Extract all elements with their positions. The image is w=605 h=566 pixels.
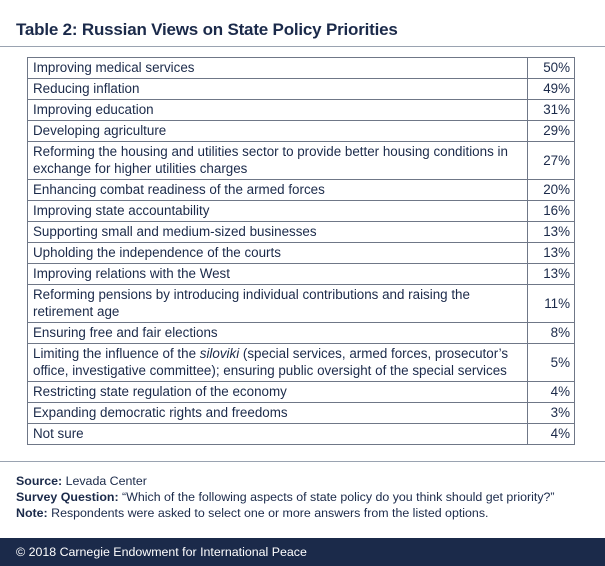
row-item-text: Limiting the influence of the [33, 346, 200, 361]
row-percent: 16% [528, 201, 575, 222]
source-line [16, 473, 555, 489]
row-item: Improving education [28, 100, 528, 121]
table-row [28, 100, 575, 121]
row-item: Improving relations with the West [28, 264, 528, 285]
row-percent: 50% [528, 58, 575, 79]
note-text: Respondents were asked to select one or more answers from the listed options. [47, 506, 489, 520]
question-label: Survey Question: [16, 490, 119, 504]
row-percent: 31% [528, 100, 575, 121]
footer-bar [0, 538, 605, 566]
row-percent: 20% [528, 180, 575, 201]
row-item: Ensuring free and fair elections [28, 323, 528, 344]
row-percent: 13% [528, 243, 575, 264]
table-row [28, 264, 575, 285]
table-row [28, 424, 575, 445]
row-item: Developing agriculture [28, 121, 528, 142]
table-row [28, 58, 575, 79]
row-item: Expanding democratic rights and freedoms [28, 403, 528, 424]
row-percent: 4% [528, 382, 575, 403]
row-percent: 11% [528, 285, 575, 323]
notes-section [16, 473, 555, 521]
row-item: Supporting small and medium-sized businesses [28, 222, 528, 243]
row-item: Improving medical services [28, 58, 528, 79]
table-row [28, 323, 575, 344]
question-text: “Which of the following aspects of state policy do you think should get priority?” [118, 490, 555, 504]
row-item: Enhancing combat readiness of the armed forces [28, 180, 528, 201]
table-row [28, 222, 575, 243]
row-item: Reforming the housing and utilities sector to provide better housing conditions in exchange for higher utilities charges [28, 142, 528, 180]
source-label: Source: [16, 474, 63, 488]
row-item: Reducing inflation [28, 79, 528, 100]
row-percent: 49% [528, 79, 575, 100]
note-line [16, 505, 555, 521]
table-row [28, 180, 575, 201]
table-row [28, 243, 575, 264]
notes-divider [0, 461, 605, 462]
row-item-emphasis: siloviki [199, 346, 240, 361]
row-percent: 29% [528, 121, 575, 142]
row-percent: 3% [528, 403, 575, 424]
row-percent: 5% [528, 344, 575, 382]
table-row [28, 142, 575, 180]
question-line [16, 489, 555, 505]
row-item: Not sure [28, 424, 528, 445]
row-percent: 8% [528, 323, 575, 344]
priorities-table [27, 57, 575, 445]
row-item [28, 344, 528, 382]
row-item: Improving state accountability [28, 201, 528, 222]
title-divider [0, 46, 605, 47]
row-item-text: (special services, armed forces, prosecutor’s office, investigative committee); ensuring public oversight of the special services [33, 346, 509, 378]
row-item: Restricting state regulation of the economy [28, 382, 528, 403]
table-row [28, 79, 575, 100]
row-percent: 27% [528, 142, 575, 180]
table-title: Table 2: Russian Views on State Policy Priorities [16, 20, 398, 39]
table-row [28, 285, 575, 323]
table-row [28, 382, 575, 403]
row-percent: 13% [528, 264, 575, 285]
row-percent: 4% [528, 424, 575, 445]
table-row [28, 403, 575, 424]
table-row [28, 121, 575, 142]
table-row [28, 201, 575, 222]
note-label: Note: [16, 506, 48, 520]
copyright-text: © 2018 Carnegie Endowment for International Peace [16, 545, 307, 559]
table-row [28, 344, 575, 382]
source-text: Levada Center [62, 474, 147, 488]
row-item: Reforming pensions by introducing individual contributions and raising the retirement age [28, 285, 528, 323]
row-item: Upholding the independence of the courts [28, 243, 528, 264]
row-percent: 13% [528, 222, 575, 243]
